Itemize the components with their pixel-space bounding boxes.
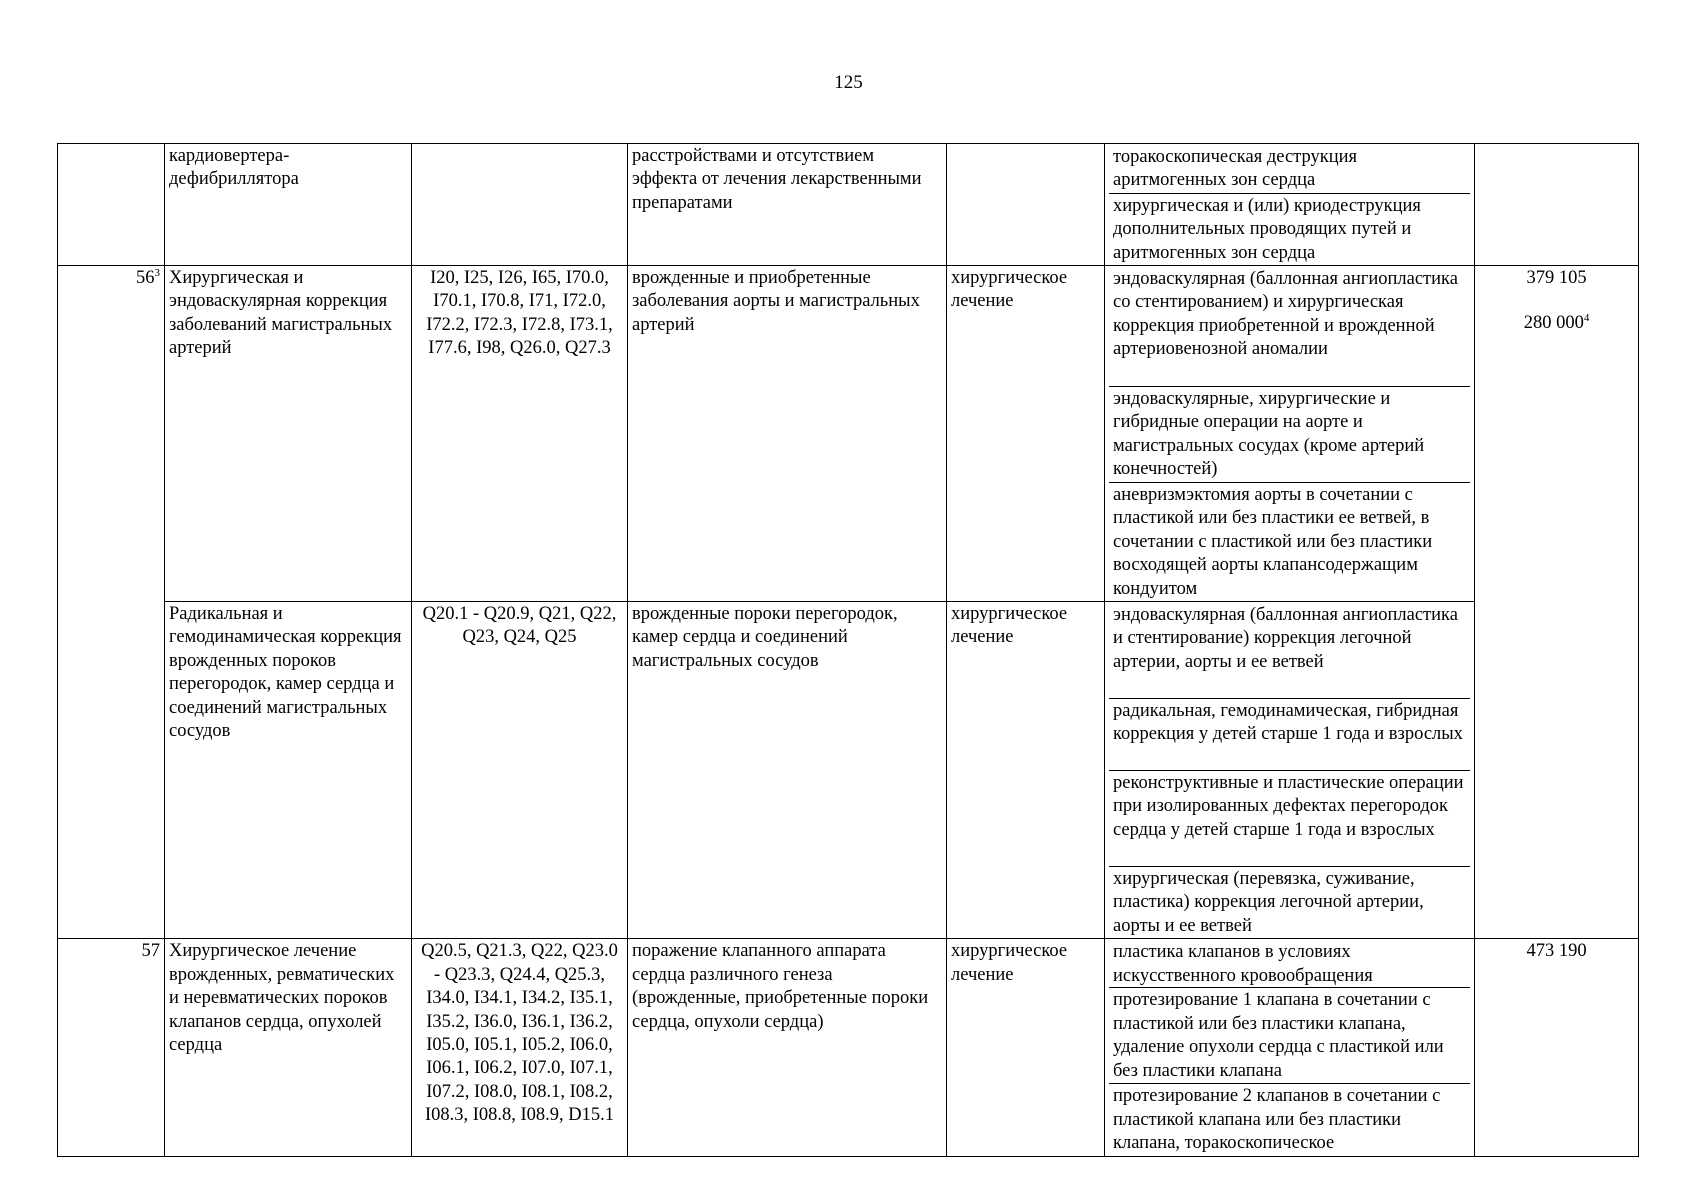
treatment-methods <box>1105 602 1475 939</box>
row-number <box>58 144 165 266</box>
table-row <box>58 939 1639 1156</box>
page-number: 125 <box>834 72 863 93</box>
patient-condition: врожденные и приобретенные заболевания аорты и магистральных артерий <box>628 266 947 602</box>
patient-condition: поражение клапанного аппарата сердца различного генеза (врожденные, приобретенные пороки сердца, опухоли сердца) <box>628 939 947 1156</box>
icd-codes: I20, I25, I26, I65, I70.0, I70.1, I70.8, I71, I72.0, I72.2, I72.3, I72.8, I73.1, I77.6, I98, Q26.0, Q27.3 <box>412 266 628 602</box>
method-item: радикальная, гемодинамическая, гибридная коррекция у детей старше 1 года и взрослых <box>1109 698 1470 770</box>
method-item: протезирование 1 клапана в сочетании с пластикой или без пластики клапана, удаление опухоли сердца с пластикой или без пластики клапана <box>1109 987 1470 1083</box>
price <box>1475 144 1639 266</box>
price: 379 105 280 $000^4$ <box>1475 266 1639 939</box>
row-number: $56^3$ <box>58 266 165 939</box>
icd-codes <box>412 144 628 266</box>
method-item: хирургическая и (или) криодеструкция дополнительных проводящих путей и аритмогенных зон сердца <box>1109 193 1470 265</box>
table-row <box>58 144 1639 266</box>
method-item: реконструктивные и пластические операции при изолированных дефектах перегородок сердца у детей старше 1 года и взрослых <box>1109 770 1470 866</box>
price: 473 190 <box>1475 939 1639 1156</box>
treatment-type: хирургическое лечение <box>947 602 1105 939</box>
patient-condition: врожденные пороки перегородок, камер сердца и соединений магистральных сосудов <box>628 602 947 939</box>
treatment-methods <box>1105 939 1475 1156</box>
care-type-name: Хирургическая и эндоваскулярная коррекция заболеваний магистральных артерий <box>165 266 412 602</box>
table-row <box>58 266 1639 602</box>
method-item: торакоскопическая деструкция аритмогенных зон сердца <box>1113 147 1358 191</box>
row-number: 57 <box>58 939 165 1156</box>
table-row <box>58 602 1639 939</box>
method-item: эндоваскулярная (баллонная ангиопластика со стентированием) и хирургическая коррекция приобретенной и врожденной артериовенозной аномалии <box>1113 269 1458 360</box>
care-type-name: кардиовертера-дефибриллятора <box>165 144 412 266</box>
treatment-methods <box>1105 266 1475 602</box>
treatment-type: хирургическое лечение <box>947 939 1105 1156</box>
care-type-name: Хирургическое лечение врожденных, ревматических и неревматических пороков клапанов сердца, опухолей сердца <box>165 939 412 1156</box>
medical-care-table <box>57 143 1639 1157</box>
treatment-type <box>947 144 1105 266</box>
method-item: эндоваскулярная (баллонная ангиопластика и стентирование) коррекция легочной артерии, аорты и ее ветвей <box>1113 605 1458 672</box>
method-item: хирургическая (перевязка, суживание, пластика) коррекция легочной артерии, аорты и ее ветвей <box>1109 866 1470 938</box>
patient-condition: расстройствами и отсутствием эффекта от лечения лекарственными препаратами <box>628 144 947 266</box>
treatment-type: хирургическое лечение <box>947 266 1105 602</box>
method-item: протезирование 2 клапанов в сочетании с пластикой клапана или без пластики клапана, торакоскопическое <box>1109 1083 1470 1155</box>
care-type-name: Радикальная и гемодинамическая коррекция врожденных пороков перегородок, камер сердца и соединений магистральных сосудов <box>165 602 412 939</box>
treatment-methods <box>1105 144 1475 266</box>
method-item: эндоваскулярные, хирургические и гибридные операции на аорте и магистральных сосудах (кроме артерий конечностей) <box>1109 386 1470 482</box>
method-item: аневризмэктомия аорты в сочетании с пластикой или без пластики ее ветвей, в сочетании с пластикой или без пластики восходящей аорты клапансодержащим кондуитом <box>1109 482 1470 601</box>
icd-codes: Q20.5, Q21.3, Q22, Q23.0 - Q23.3, Q24.4, Q25.3, I34.0, I34.1, I34.2, I35.1, I35.2, I36.0, I36.1, I36.2, I05.0, I05.1, I05.2, I06.0, I06.1, I06.2, I07.0, I07.1, I07.2, I08.0, I08.1, I08.2, I08.3, I08.8, I08.9, D15.1 <box>412 939 628 1156</box>
method-item: пластика клапанов в условиях искусственного кровообращения <box>1113 942 1373 986</box>
icd-codes: Q20.1 - Q20.9, Q21, Q22, Q23, Q24, Q25 <box>412 602 628 939</box>
